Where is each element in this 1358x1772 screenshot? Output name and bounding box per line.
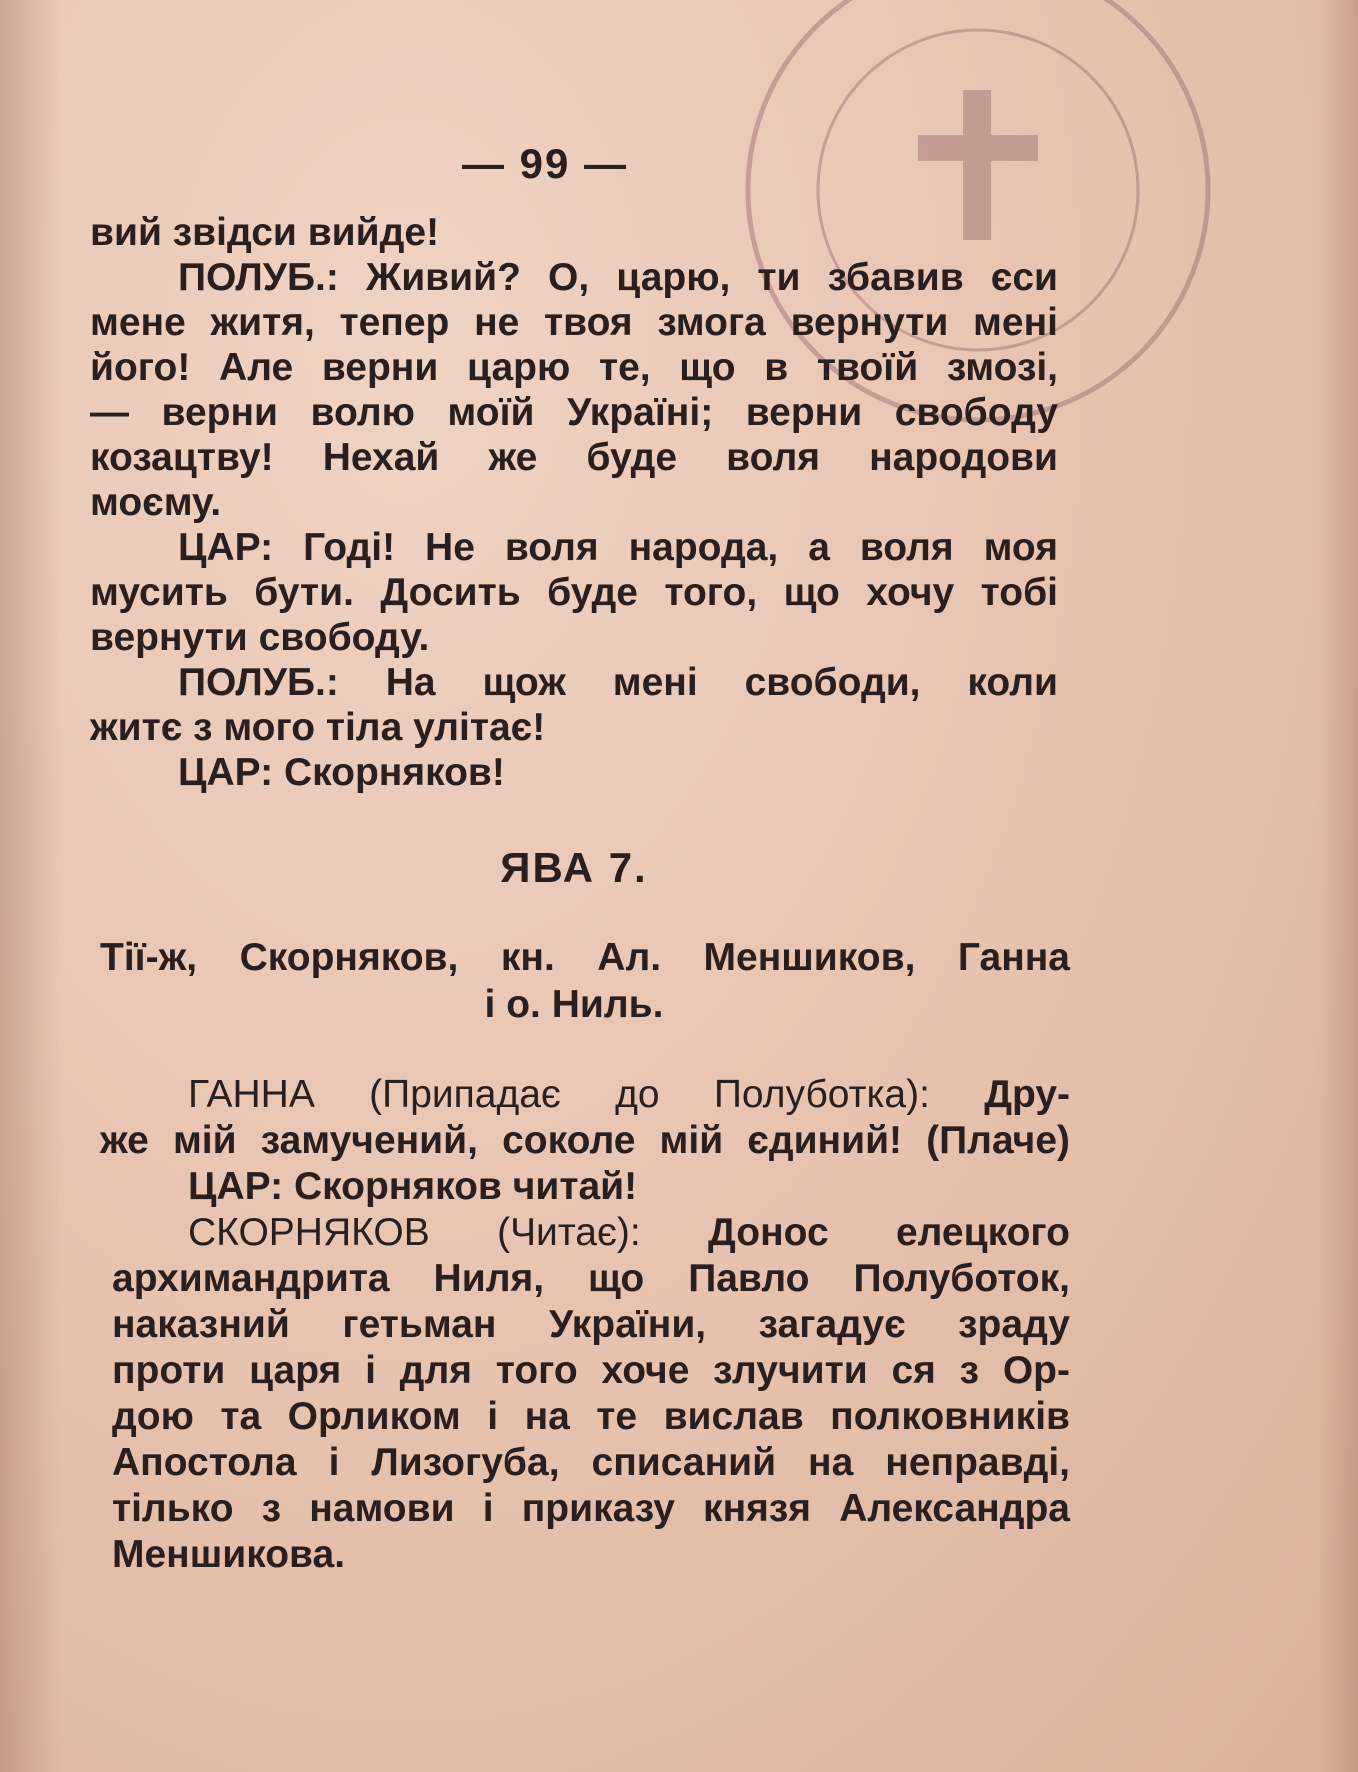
text-line: моєму. (90, 481, 222, 524)
page-number: — 99 — (461, 140, 629, 187)
text-line: ЦАР: Годі! Не воля народа, а воля моя (178, 526, 1058, 569)
text-line: тілько з намови і приказу князя Александра (112, 1487, 1070, 1530)
text-line: ЦАР: Скорняков! (178, 751, 505, 794)
page-shadow-left (0, 0, 60, 1772)
text-line: мусить бути. Досить буде того, що хочу тобі (90, 571, 1058, 614)
text-line (188, 1210, 1070, 1256)
speech-text: Дру- (929, 1073, 1070, 1116)
cast-line: і о. Ниль. (484, 983, 664, 1026)
text-line: ЦАР: Скорняков читай! (188, 1165, 638, 1208)
text-line: ПОЛУБ.: На щож мені свободи, коли (178, 661, 1058, 704)
text-line: житє з мого тіла улітає! (90, 706, 546, 749)
text-line: козацтву! Нехай же буде воля народови (90, 436, 1058, 479)
text-line: Меншикова. (112, 1533, 346, 1576)
cast-line: Тії-ж, Скорняков, кн. Ал. Меншиков, Ганна (100, 936, 1070, 979)
page-shadow-right (1318, 0, 1358, 1772)
text-line: дою та Орликом і на те вислав полковників (112, 1395, 1070, 1438)
text-line: ПОЛУБ.: Живий? О, царю, ти збавив єси (178, 256, 1058, 299)
speaker-direction: СКОРНЯКОВ (Читає): (188, 1211, 641, 1254)
text-line: проти царя і для того хоче злучити ся з Ор- (112, 1349, 1070, 1392)
scene-heading: ЯВА 7. (500, 844, 648, 891)
speech-text: Донос елецкого (640, 1211, 1070, 1254)
text-line: — верни волю моїй Україні; верни свободу (90, 391, 1058, 434)
text-line: же мій замучений, соколе мій єдиний! (Плаче) (100, 1119, 1070, 1162)
text-line: його! Але верни царю те, що в твоїй змозі, (90, 346, 1058, 389)
text-line: вернути свободу. (90, 616, 430, 659)
text-line: наказний гетьман України, загадує зраду (112, 1303, 1070, 1346)
speaker-direction: ГАННА (Припадає до Полуботка): (188, 1073, 930, 1116)
text-line (188, 1072, 1070, 1118)
text-line: архимандрита Ниля, що Павло Полуботок, (112, 1257, 1070, 1300)
text-line: мене житя, тепер не твоя змога вернути мені (90, 301, 1058, 344)
text-line: Апостола і Лизогуба, списаний на неправді, (112, 1441, 1070, 1484)
text-line: вий звідси вийде! (90, 211, 440, 254)
